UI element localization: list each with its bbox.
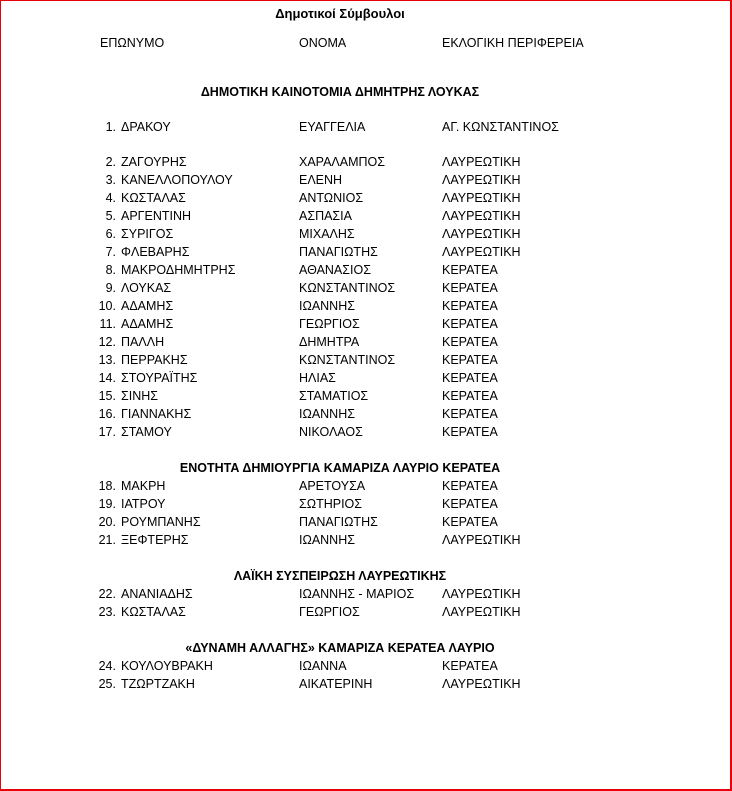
member-surname: ΤΖΩΡΤΖΑΚΗ xyxy=(121,677,195,691)
member-region: ΚΕΡΑΤΕΑ xyxy=(442,389,498,403)
member-row xyxy=(1,189,701,207)
member-surname: ΜΑΚΡΗ xyxy=(121,479,166,493)
column-header-surname: ΕΠΩΝΥΜΟ xyxy=(100,36,165,50)
member-region: ΚΕΡΑΤΕΑ xyxy=(442,299,498,313)
member-name: ΑΡΕΤΟΥΣΑ xyxy=(299,479,366,493)
member-name: ΝΙΚΟΛΑΟΣ xyxy=(299,425,363,439)
member-number: 7. xyxy=(105,245,116,259)
member-name: ΑΣΠΑΣΙΑ xyxy=(299,209,352,223)
member-name: ΑΝΤΩΝΙΟΣ xyxy=(299,191,364,205)
member-name: ΣΤΑΜΑΤΙΟΣ xyxy=(299,389,369,403)
member-number: 24. xyxy=(98,659,116,673)
member-region: ΛΑΥΡΕΩΤΙΚΗ xyxy=(442,587,521,601)
member-region: ΚΕΡΑΤΕΑ xyxy=(442,659,498,673)
group-title: ΔΗΜΟΤΙΚΗ ΚΑΙΝΟΤΟΜΙΑ ΔΗΜΗΤΡΗΣ ΛΟΥΚΑΣ xyxy=(200,85,480,99)
member-number: 4. xyxy=(105,191,116,205)
group-title: ΛΑΪΚΗ ΣΥΣΠΕΙΡΩΣΗ ΛΑΥΡΕΩΤΙΚΗΣ xyxy=(233,569,447,583)
member-region: ΛΑΥΡΕΩΤΙΚΗ xyxy=(442,191,521,205)
member-row xyxy=(1,675,701,693)
member-surname: ΦΛΕΒΑΡΗΣ xyxy=(121,245,190,259)
member-number: 2. xyxy=(105,155,116,169)
member-name: ΙΩΑΝΝΗΣ xyxy=(299,533,355,547)
member-name: ΗΛΙΑΣ xyxy=(299,371,336,385)
member-name: ΙΩΑΝΝΗΣ - ΜΑΡΙΟΣ xyxy=(299,587,415,601)
member-row xyxy=(1,405,701,423)
member-row xyxy=(1,243,701,261)
member-region: ΛΑΥΡΕΩΤΙΚΗ xyxy=(442,209,521,223)
member-number: 23. xyxy=(98,605,116,619)
member-region: ΚΕΡΑΤΕΑ xyxy=(442,425,498,439)
group-title: ΕΝΟΤΗΤΑ ΔΗΜΙΟΥΡΓΙΑ ΚΑΜΑΡΙΖΑ ΛΑΥΡΙΟ ΚΕΡΑΤΕΑ xyxy=(179,461,501,475)
member-row xyxy=(1,495,701,513)
member-number: 11. xyxy=(99,317,116,331)
member-number: 9. xyxy=(105,281,116,295)
member-name: ΠΑΝΑΓΙΩΤΗΣ xyxy=(299,515,378,529)
member-number: 16. xyxy=(98,407,116,421)
member-name: ΚΩΝΣΤΑΝΤΙΝΟΣ xyxy=(299,281,396,295)
member-number: 5. xyxy=(105,209,116,223)
member-row xyxy=(1,225,701,243)
member-name: ΑΘΑΝΑΣΙΟΣ xyxy=(299,263,371,277)
member-name: ΕΥΑΓΓΕΛΙΑ xyxy=(299,120,366,134)
member-number: 22. xyxy=(98,587,116,601)
member-row xyxy=(1,207,701,225)
group-title: «ΔΥΝΑΜΗ ΑΛΛΑΓΗΣ» ΚΑΜΑΡΙΖΑ ΚΕΡΑΤΕΑ ΛΑΥΡΙΟ xyxy=(185,641,495,655)
member-row xyxy=(1,513,701,531)
member-row xyxy=(1,657,701,675)
member-surname: ΚΩΣΤΑΛΑΣ xyxy=(121,191,186,205)
member-region: ΚΕΡΑΤΕΑ xyxy=(442,371,498,385)
member-number: 13. xyxy=(98,353,116,367)
member-name: ΓΕΩΡΓΙΟΣ xyxy=(299,317,360,331)
member-row xyxy=(1,585,701,603)
member-row xyxy=(1,423,701,441)
member-row xyxy=(1,153,701,171)
member-surname: ΛΟΥΚΑΣ xyxy=(121,281,172,295)
document-title: Δημοτικοί Σύμβουλοι xyxy=(275,6,405,21)
member-name: ΜΙΧΑΛΗΣ xyxy=(299,227,355,241)
member-region: ΛΑΥΡΕΩΤΙΚΗ xyxy=(442,605,521,619)
member-surname: ΞΕΦΤΕΡΗΣ xyxy=(121,533,189,547)
member-region: ΚΕΡΑΤΕΑ xyxy=(442,335,498,349)
member-surname: ΜΑΚΡΟΔΗΜΗΤΡΗΣ xyxy=(121,263,236,277)
member-row xyxy=(1,315,701,333)
member-name: ΑΙΚΑΤΕΡΙΝΗ xyxy=(299,677,373,691)
member-row xyxy=(1,477,701,495)
member-name: ΚΩΝΣΤΑΝΤΙΝΟΣ xyxy=(299,353,396,367)
member-row xyxy=(1,369,701,387)
member-surname: ΠΑΛΛΗ xyxy=(121,335,165,349)
member-surname: ΣΥΡΙΓΟΣ xyxy=(121,227,174,241)
member-number: 19. xyxy=(98,497,116,511)
member-name: ΓΕΩΡΓΙΟΣ xyxy=(299,605,360,619)
member-name: ΣΩΤΗΡΙΟΣ xyxy=(299,497,362,511)
member-region: ΛΑΥΡΕΩΤΙΚΗ xyxy=(442,227,521,241)
member-number: 21. xyxy=(98,533,116,547)
member-number: 8. xyxy=(105,263,116,277)
column-header-region: ΕΚΛΟΓΙΚΗ ΠΕΡΙΦΕΡΕΙΑ xyxy=(442,36,584,50)
member-surname: ΔΡΑΚΟΥ xyxy=(121,120,171,134)
member-name: ΔΗΜΗΤΡΑ xyxy=(299,335,360,349)
member-region: ΛΑΥΡΕΩΤΙΚΗ xyxy=(442,173,521,187)
member-row xyxy=(1,171,701,189)
member-name: ΙΩΑΝΝΗΣ xyxy=(299,299,355,313)
member-row xyxy=(1,531,701,549)
member-number: 25. xyxy=(98,677,116,691)
member-row xyxy=(1,279,701,297)
member-surname: ΑΔΑΜΗΣ xyxy=(121,299,174,313)
member-region: ΚΕΡΑΤΕΑ xyxy=(442,497,498,511)
member-region: ΛΑΥΡΕΩΤΙΚΗ xyxy=(442,677,521,691)
member-row xyxy=(1,387,701,405)
member-number: 1. xyxy=(105,120,116,134)
member-name: ΙΩΑΝΝΗΣ xyxy=(299,407,355,421)
member-surname: ΙΑΤΡΟΥ xyxy=(121,497,166,511)
member-surname: ΚΟΥΛΟΥΒΡΑΚΗ xyxy=(121,659,213,673)
member-surname: ΑΔΑΜΗΣ xyxy=(121,317,174,331)
member-region: ΚΕΡΑΤΕΑ xyxy=(442,515,498,529)
member-row xyxy=(1,351,701,369)
member-region: ΛΑΥΡΕΩΤΙΚΗ xyxy=(442,533,521,547)
member-number: 6. xyxy=(105,227,116,241)
member-surname: ΣΙΝΗΣ xyxy=(121,389,158,403)
member-number: 15. xyxy=(98,389,116,403)
member-surname: ΚΑΝΕΛΛΟΠΟΥΛΟΥ xyxy=(121,173,233,187)
member-region: ΛΑΥΡΕΩΤΙΚΗ xyxy=(442,245,521,259)
member-surname: ΠΕΡΡΑΚΗΣ xyxy=(121,353,188,367)
member-name: ΙΩΑΝΝΑ xyxy=(299,659,347,673)
member-name: ΧΑΡΑΛΑΜΠΟΣ xyxy=(299,155,385,169)
member-surname: ΑΡΓΕΝΤΙΝΗ xyxy=(121,209,192,223)
member-region: ΚΕΡΑΤΕΑ xyxy=(442,479,498,493)
member-surname: ΑΝΑΝΙΑΔΗΣ xyxy=(121,587,193,601)
member-region: ΚΕΡΑΤΕΑ xyxy=(442,281,498,295)
member-row xyxy=(1,603,701,621)
member-number: 10. xyxy=(98,299,116,313)
member-surname: ΖΑΓΟΥΡΗΣ xyxy=(121,155,187,169)
member-region: ΚΕΡΑΤΕΑ xyxy=(442,353,498,367)
member-row xyxy=(1,118,701,136)
member-number: 20. xyxy=(98,515,116,529)
member-surname: ΡΟΥΜΠΑΝΗΣ xyxy=(121,515,201,529)
member-row xyxy=(1,297,701,315)
member-surname: ΣΤΟΥΡΑΪΤΗΣ xyxy=(121,371,198,385)
member-number: 12. xyxy=(98,335,116,349)
member-surname: ΣΤΑΜΟΥ xyxy=(121,425,172,439)
member-row xyxy=(1,261,701,279)
member-row xyxy=(1,333,701,351)
member-region: ΚΕΡΑΤΕΑ xyxy=(442,407,498,421)
member-region: ΛΑΥΡΕΩΤΙΚΗ xyxy=(442,155,521,169)
member-surname: ΓΙΑΝΝΑΚΗΣ xyxy=(121,407,192,421)
member-number: 3. xyxy=(105,173,116,187)
member-name: ΠΑΝΑΓΙΩΤΗΣ xyxy=(299,245,378,259)
member-number: 14. xyxy=(98,371,116,385)
member-name: ΕΛΕΝΗ xyxy=(299,173,343,187)
member-region: ΚΕΡΑΤΕΑ xyxy=(442,263,498,277)
column-header-name: ΟΝΟΜΑ xyxy=(299,36,347,50)
member-number: 17. xyxy=(98,425,116,439)
member-region: ΑΓ. ΚΩΝΣΤΑΝΤΙΝΟΣ xyxy=(442,120,559,134)
member-region: ΚΕΡΑΤΕΑ xyxy=(442,317,498,331)
member-number: 18. xyxy=(98,479,116,493)
member-surname: ΚΩΣΤΑΛΑΣ xyxy=(121,605,186,619)
